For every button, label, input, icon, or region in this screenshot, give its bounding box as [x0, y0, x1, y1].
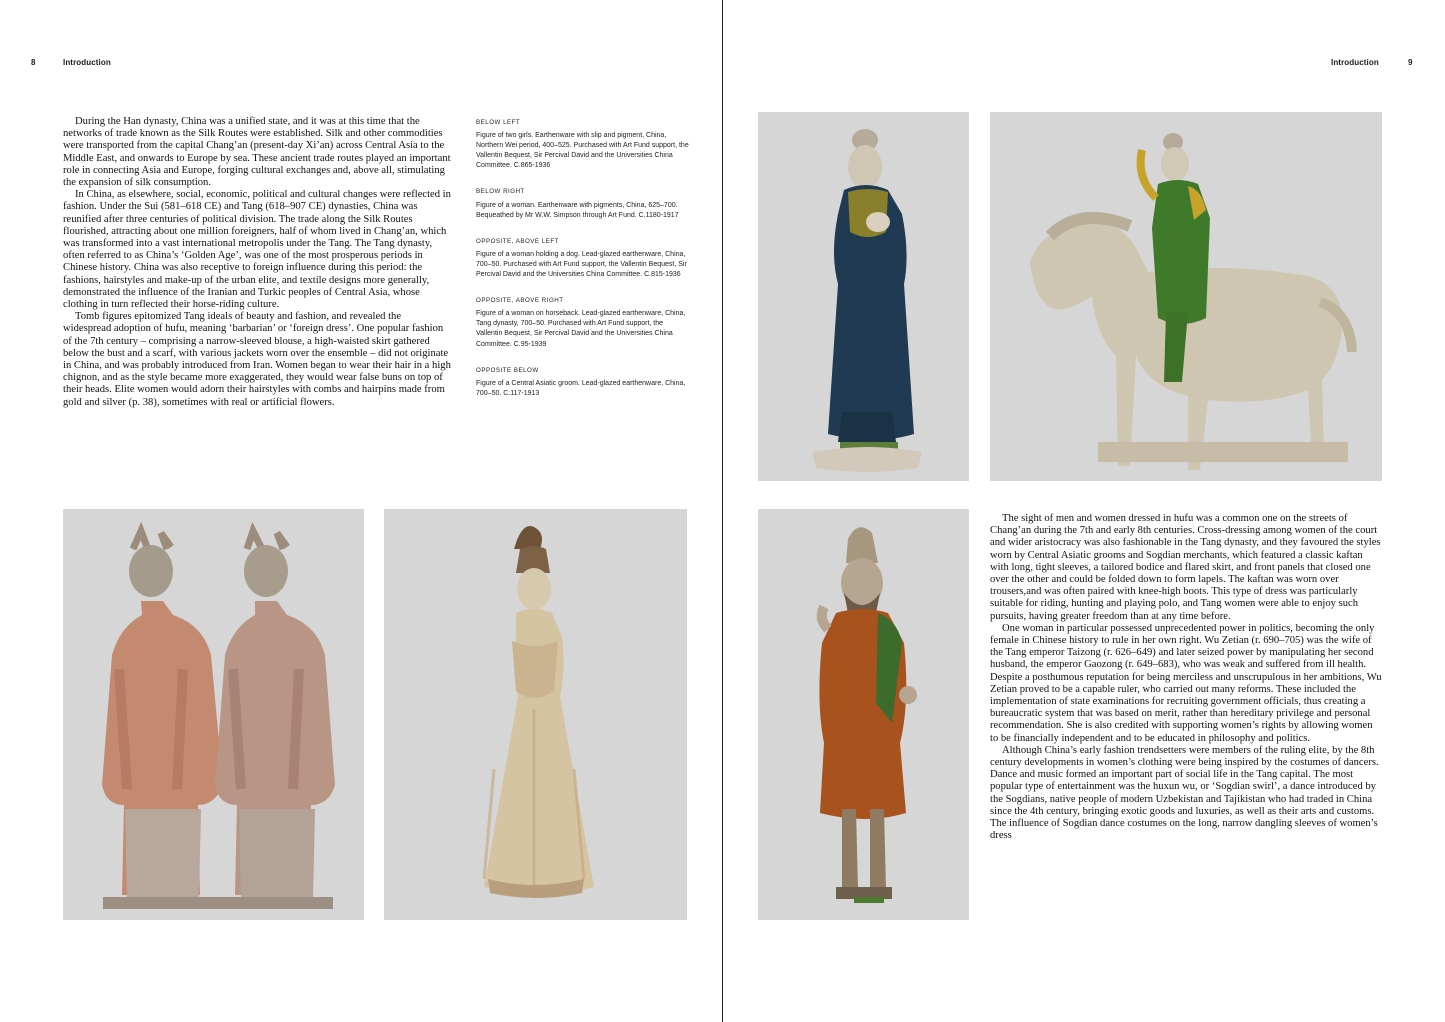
paragraph: Although China’s early fashion trendsetters were members of the ruling elite, by the 8th century developments in women’s clothing were being inspired by the costumes of dancers. Dance and music formed an important part of social life in the Tang capital. The most popular type of entertainment was the huxun wu, or ‘Sogdian swirl’, a dance introduced by the Sogdians, native people of modern Uzbekistan and Tajikistan who had traded in China since the 4th century, bringing exotic goods and luxuries, as well as their arts and customs. The influence of Sogdian dance costumes on the long, narrow dangling sleeves of women’s dress — [990, 744, 1379, 842]
caption-text: Figure of a Central Asiatic groom. Lead-glazed earthenware, China, 700–50. C.117-1913 — [476, 379, 686, 397]
paragraph: In China, as elsewhere, social, economic, political and cultural changes were reflected in fashion. Under the Sui (581–618 CE) and Tang (618–907 CE) dynasties, China was reunified after three centuries of political division. The trade along the Silk Routes flourished, attracting about one million foreigners, half of whom lived in Chang’an, which was transformed into a vast international metropolis under the Tang. The Tang dynasty, often referred to as China’s ‘Golden Age’, was one of the most prosperous periods in Chinese history. China was also receptive to foreign influence during this period: the fashions, hairstyles and make-up of the urban elite, and textile designs more generally, demonstrated the influence of the Iranian and Turkic peoples of Central Asia, whose clothing in turn reflected their horse-riding culture. — [63, 189, 451, 311]
woman-on-horseback-illustration — [990, 112, 1382, 481]
caption-text: Figure of a woman on horseback. Lead-glazed earthenware, China, Tang dynasty, 700–50. Purchased with Art Fund support, the Vallentin Bequest, Sir Percival David and the Universities China Committee. C.95-1939 — [476, 310, 686, 348]
caption — [476, 237, 691, 280]
paragraph: The sight of men and women dressed in hufu was a common one on the streets of Chang’an during the 7th and early 8th centuries. Cross-dressing among women of the court and wider aristocracy was also fashionable in the Tang dynasty, and they favoured the styles worn by Central Asiatic grooms and Sogdian merchants, which featured a classic kaftan with long, tight sleeves, a tailored bodice and flared skirt, and front panels that closed one over the other and could be folded down to form lapels. The kaftan was worn over trousers,and was often paired with knee-high boots. This type of dress was particularly suitable for riding, hunting and playing polo, and Tang women were able to enjoy such pursuits, having greater freedom than at any time before. — [990, 513, 1381, 622]
page-number-left: 8 — [31, 58, 36, 67]
body-text-right — [990, 513, 1382, 842]
caption-text: Figure of a woman holding a dog. Lead-glazed earthenware, China, 700–50. Purchased with Art Fund support, the Vallentin Bequest, Sir Percival David and the Universities China Committee. C.815-1936 — [476, 250, 687, 279]
paragraph: One woman in particular possessed unprecedented power in politics, becoming the only female in Chinese history to rule in her own right. Wu Zetian (r. 690–705) was the wife of the Tang emperor Taizong (r. 626–649) and later seized power by manipulating her second husband, the emperor Gaozong (r. 649–683), who was weak and suffered from ill health. Despite a posthumous reputation for being merciless and unscrupulous in her ambitions, Wu Zetian proved to be a capable ruler, who carried out many reforms. These included the implementation of state examinations for recruiting government officials, thus creating a bureaucratic system that was based on merit, rather than hereditary privilege and personal recommendation. She is also credited with supporting women’s rights by allowing women to be financially independent and to be educated in philosophy and politics. — [990, 622, 1382, 744]
caption-text: Figure of two girls. Earthenware with slip and pigment, China, Northern Wei period, 400–525. Purchased with Art Fund support, the Vallentin Bequest, Sir Percival David and the Universities China Committee. C.865-1936 — [476, 132, 689, 170]
page-gutter — [722, 0, 723, 1022]
photo-woman-holding-dog — [758, 112, 969, 481]
running-head-right: Introduction — [1331, 58, 1379, 67]
caption — [476, 366, 691, 399]
photo-woman-figure — [384, 509, 687, 920]
caption — [476, 118, 691, 171]
photo-woman-on-horseback — [990, 112, 1382, 481]
paragraph: Tomb figures epitomized Tang ideals of beauty and fashion, and revealed the widespread adoption of hufu, meaning ‘barbarian’ or ‘foreign dress’. One popular fashion of the 7th century – comprising a narrow-sleeved blouse, a high-waisted skirt gathered below the bust and a scarf, with various jackets worn over the ensemble – did not originate in China, and was probably introduced from Iran. Women began to wear their hair in a high chignon, and as the style became more exaggerated, they would wear false buns on top of their heads. Elite women would adorn their hairstyles with combs and hairpins made from gold and silver (p. 38), sometimes with real or artificial flowers. — [63, 311, 451, 408]
photo-two-girls-figure — [63, 509, 364, 920]
caption-heading: OPPOSITE BELOW — [476, 366, 539, 374]
caption-column — [476, 118, 691, 415]
caption-heading: OPPOSITE, ABOVE RIGHT — [476, 297, 564, 305]
paragraph: During the Han dynasty, China was a unified state, and it was at this time that the networks of trade known as the Silk Routes were established. Silk and other commodities were transported from the capital Chang’an (present-day Xi’an) across Central Asia to the Middle East, and onwards to Europe by sea. These ancient trade routes played an important role in connecting Asia and Europe, forging cultural exchanges and, above all, stimulating the expansion of silk consumption. — [63, 116, 451, 189]
caption-heading: BELOW LEFT — [476, 119, 521, 126]
running-head-left: Introduction — [63, 58, 111, 67]
caption-heading: OPPOSITE, ABOVE LEFT — [476, 237, 559, 245]
photo-central-asiatic-groom — [758, 509, 969, 920]
two-girls-figure-illustration — [63, 509, 364, 920]
caption-heading: BELOW RIGHT — [476, 188, 525, 196]
body-text-left — [63, 116, 451, 409]
caption — [476, 187, 691, 220]
woman-holding-dog-illustration — [758, 112, 969, 481]
page-number-right: 9 — [1408, 58, 1413, 67]
woman-figure-illustration — [384, 509, 687, 920]
caption — [476, 296, 691, 349]
caption-text: Figure of a woman. Earthenware with pigments, China, 625–700. Bequeathed by Mr W.W. Simpson through Art Fund. C.1180-1917 — [476, 201, 679, 219]
central-asiatic-groom-illustration — [758, 509, 969, 920]
